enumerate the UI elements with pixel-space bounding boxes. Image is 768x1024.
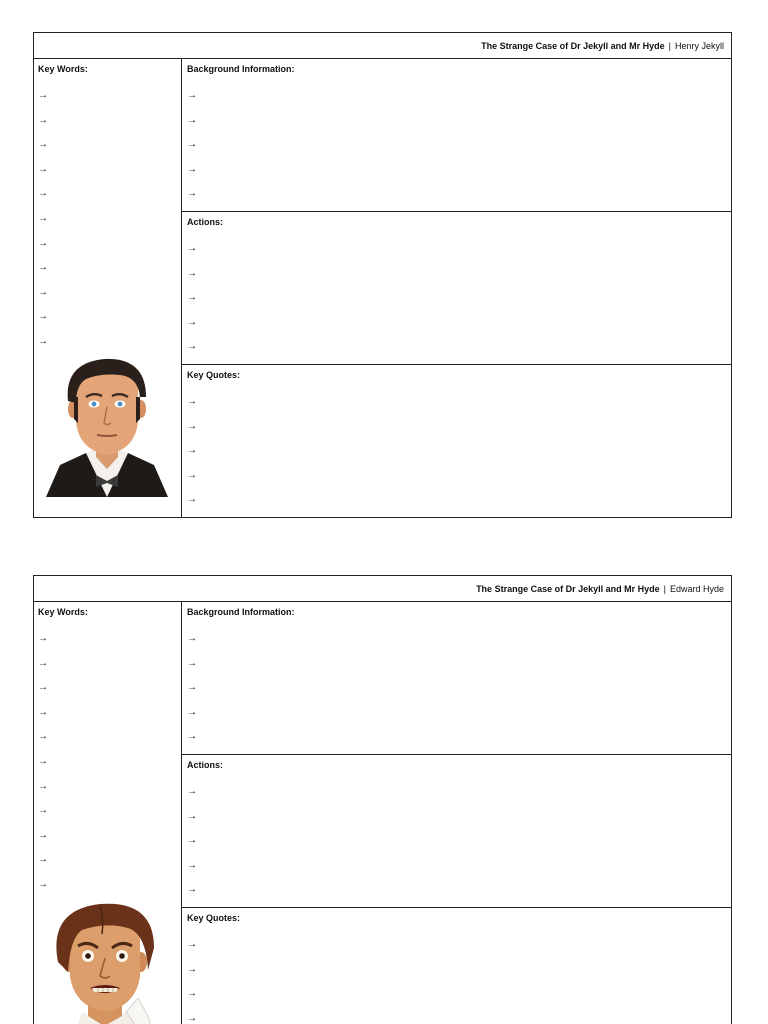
key-words-label: Key Words: xyxy=(38,64,88,74)
action-line[interactable]: → xyxy=(187,292,197,304)
key-words-column xyxy=(34,59,182,517)
background-information-section xyxy=(182,59,731,212)
background-information-section xyxy=(182,602,731,755)
quote-line[interactable]: → xyxy=(187,445,197,457)
key-word-line[interactable]: → xyxy=(38,780,48,792)
character-sheet-hyde xyxy=(33,575,732,1024)
key-word-line[interactable]: → xyxy=(38,706,48,718)
background-line[interactable]: → xyxy=(187,657,197,669)
actions-label: Actions: xyxy=(187,760,223,770)
action-line[interactable]: → xyxy=(187,243,197,254)
background-line[interactable]: → xyxy=(187,114,197,126)
title-separator: | xyxy=(668,40,671,51)
action-line[interactable]: → xyxy=(187,341,197,353)
quote-line[interactable]: → xyxy=(187,420,197,432)
key-word-line[interactable]: → xyxy=(38,633,48,644)
quote-line[interactable]: → xyxy=(187,494,197,506)
book-title: The Strange Case of Dr Jekyll and Mr Hyde xyxy=(476,583,660,594)
background-line[interactable]: → xyxy=(187,90,197,101)
character-name: Edward Hyde xyxy=(669,583,724,594)
quote-line[interactable]: → xyxy=(187,939,197,950)
key-word-line[interactable]: → xyxy=(38,878,48,890)
key-word-line[interactable]: → xyxy=(38,212,48,224)
key-word-line[interactable]: → xyxy=(38,286,48,298)
key-quotes-label: Key Quotes: xyxy=(187,913,241,923)
key-word-line[interactable]: → xyxy=(38,731,48,743)
key-word-line[interactable]: → xyxy=(38,237,48,249)
key-quotes-section xyxy=(182,365,731,517)
book-title: The Strange Case of Dr Jekyll and Mr Hyde xyxy=(481,40,665,51)
key-word-line[interactable]: → xyxy=(38,657,48,669)
key-word-line[interactable]: → xyxy=(38,188,48,200)
key-word-line[interactable]: → xyxy=(38,335,48,347)
key-word-line[interactable]: → xyxy=(38,139,48,151)
quote-line[interactable]: → xyxy=(187,469,197,481)
action-line[interactable]: → xyxy=(187,859,197,871)
background-line[interactable]: → xyxy=(187,188,197,200)
background-information-label: Background Information: xyxy=(187,64,295,74)
key-word-line[interactable]: → xyxy=(38,755,48,767)
key-word-line[interactable]: → xyxy=(38,90,48,101)
jekyll-portrait-icon xyxy=(42,357,172,505)
key-words-column xyxy=(34,602,182,1024)
key-word-line[interactable]: → xyxy=(38,829,48,841)
title-separator: | xyxy=(663,583,666,594)
background-line[interactable]: → xyxy=(187,139,197,151)
action-line[interactable]: → xyxy=(187,835,197,847)
background-information-label: Background Information: xyxy=(187,607,295,617)
key-word-line[interactable]: → xyxy=(38,682,48,694)
key-word-line[interactable]: → xyxy=(38,854,48,866)
background-line[interactable]: → xyxy=(187,706,197,718)
background-line[interactable]: → xyxy=(187,682,197,694)
action-line[interactable]: → xyxy=(187,316,197,328)
quote-line[interactable]: → xyxy=(187,396,197,407)
character-sheet-jekyll xyxy=(33,32,732,518)
background-line[interactable]: → xyxy=(187,731,197,743)
actions-label: Actions: xyxy=(187,217,223,227)
key-word-line[interactable]: → xyxy=(38,114,48,126)
background-line[interactable]: → xyxy=(187,163,197,175)
quote-line[interactable]: → xyxy=(187,963,197,975)
key-word-line[interactable]: → xyxy=(38,311,48,323)
actions-section xyxy=(182,755,731,908)
key-word-line[interactable]: → xyxy=(38,805,48,817)
character-name: Henry Jekyll xyxy=(674,40,724,51)
action-line[interactable]: → xyxy=(187,267,197,279)
key-words-label: Key Words: xyxy=(38,607,88,617)
key-quotes-section xyxy=(182,908,731,1024)
sheet-header xyxy=(34,576,731,602)
action-line[interactable]: → xyxy=(187,786,197,797)
action-line[interactable]: → xyxy=(187,810,197,822)
key-word-line[interactable]: → xyxy=(38,163,48,175)
quote-line[interactable]: → xyxy=(187,1012,197,1024)
hyde-portrait-icon xyxy=(42,900,172,1024)
background-line[interactable]: → xyxy=(187,633,197,644)
actions-section xyxy=(182,212,731,365)
sheet-header xyxy=(34,33,731,59)
quote-line[interactable]: → xyxy=(187,988,197,1000)
key-word-line[interactable]: → xyxy=(38,262,48,274)
key-quotes-label: Key Quotes: xyxy=(187,370,241,380)
action-line[interactable]: → xyxy=(187,884,197,896)
